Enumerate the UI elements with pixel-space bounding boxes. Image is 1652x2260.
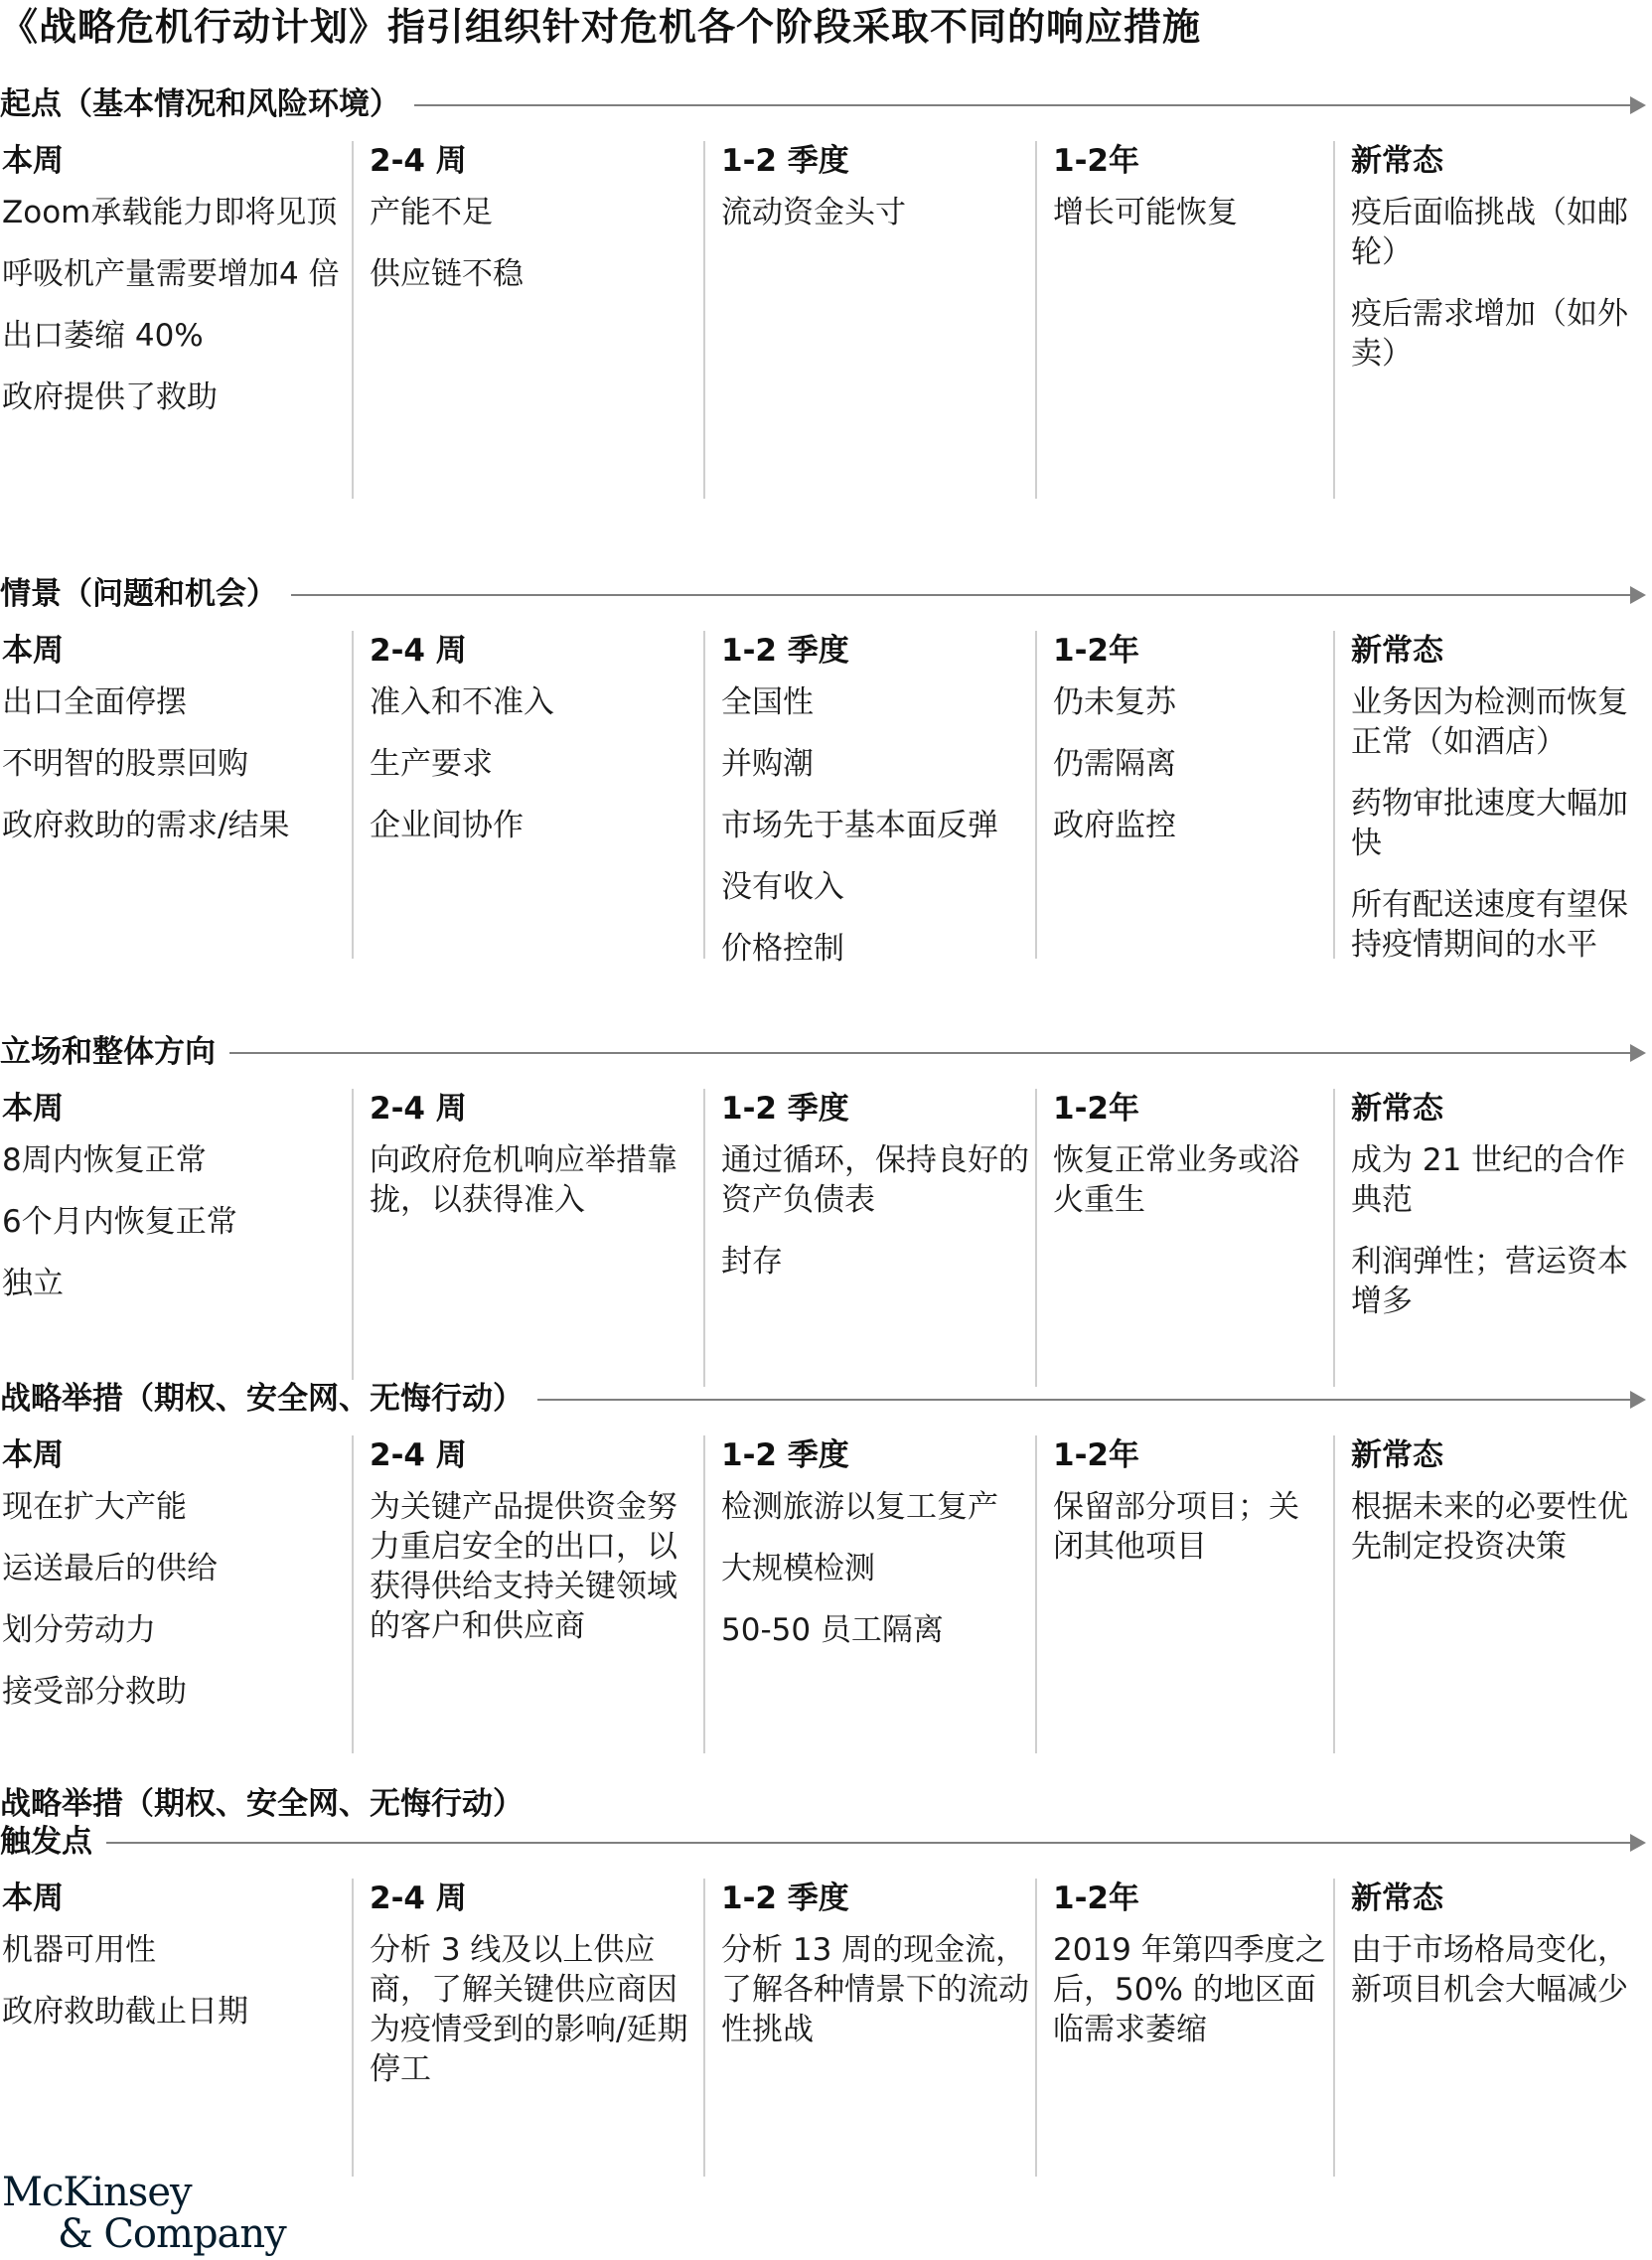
list-item: 没有收入 bbox=[721, 869, 844, 905]
list-item: 政府监控 bbox=[1053, 808, 1176, 843]
section-label: 立场和整体方向 bbox=[0, 1033, 229, 1071]
period-column bbox=[352, 1435, 705, 1753]
list-item: 成为 21 世纪的合作典范 bbox=[1351, 1142, 1626, 1218]
section-label: 起点（基本情况和风险环境） bbox=[0, 85, 414, 123]
section-sublabel: 触发点 bbox=[0, 1823, 106, 1861]
period-column bbox=[1333, 141, 1652, 499]
list-item: 独立 bbox=[2, 1266, 64, 1301]
section-label: 情景（问题和机会） bbox=[0, 575, 291, 613]
section-3 bbox=[0, 1366, 1652, 1710]
period-column bbox=[703, 631, 1037, 967]
list-item: 为关键产品提供资金努力重启安全的出口，以获得供给支持关键领域的客户和供应商 bbox=[370, 1489, 677, 1644]
period-column bbox=[352, 1089, 705, 1387]
arrow-right-icon bbox=[1630, 96, 1646, 114]
timeline-arrow-line bbox=[106, 1842, 1630, 1844]
list-item: 全国性 bbox=[721, 684, 814, 720]
period-column bbox=[0, 141, 352, 499]
list-item: 流动资金头寸 bbox=[721, 195, 906, 230]
arrow-right-icon bbox=[1630, 1044, 1646, 1062]
list-item: 出口萎缩 40% bbox=[2, 318, 204, 354]
list-item: 疫后面临挑战（如邮轮） bbox=[1351, 195, 1628, 270]
period-heading: 1-2 季度 bbox=[721, 1437, 849, 1473]
logo-line1: McKinsey bbox=[2, 2170, 192, 2215]
list-item: 供应链不稳 bbox=[370, 256, 524, 292]
section-2 bbox=[0, 1019, 1652, 1319]
list-item: 大规模检测 bbox=[721, 1551, 875, 1586]
period-heading: 1-2年 bbox=[1053, 633, 1140, 669]
list-item: 通过循环，保持良好的资产负债表 bbox=[721, 1142, 1029, 1218]
period-heading: 1-2 季度 bbox=[721, 1091, 849, 1127]
period-column bbox=[0, 1435, 352, 1753]
list-item: 药物审批速度大幅加快 bbox=[1351, 786, 1628, 861]
list-item: 由于市场格局变化，新项目机会大幅减少 bbox=[1351, 1932, 1628, 2008]
section-header bbox=[0, 1366, 1652, 1426]
section-0 bbox=[0, 72, 1652, 415]
period-column bbox=[1333, 631, 1652, 963]
timeline-arrow-line bbox=[291, 594, 1630, 596]
list-item: 接受部分救助 bbox=[2, 1674, 187, 1710]
period-column bbox=[1035, 1435, 1335, 1753]
period-column bbox=[703, 1879, 1037, 2177]
period-column bbox=[1333, 1879, 1652, 2177]
list-item: 封存 bbox=[721, 1244, 783, 1280]
list-item: 并购潮 bbox=[721, 746, 814, 782]
period-column bbox=[703, 1089, 1037, 1387]
arrow-right-icon bbox=[1630, 1391, 1646, 1409]
period-column bbox=[703, 141, 1037, 499]
list-item: 所有配送速度有望保持疫情期间的水平 bbox=[1351, 887, 1628, 963]
section-header bbox=[0, 1019, 1652, 1079]
list-item: 利润弹性；营运资本增多 bbox=[1351, 1244, 1628, 1319]
arrow-right-icon bbox=[1630, 586, 1646, 604]
section-label: 战略举措（期权、安全网、无悔行动） bbox=[0, 1785, 537, 1823]
section-header bbox=[0, 561, 1652, 621]
period-heading: 新常态 bbox=[1351, 1881, 1443, 1916]
list-item: 价格控制 bbox=[721, 931, 844, 967]
timeline-arrow-line bbox=[229, 1052, 1630, 1054]
period-heading: 本周 bbox=[2, 633, 64, 669]
period-heading: 1-2 季度 bbox=[721, 633, 849, 669]
list-item: 生产要求 bbox=[370, 746, 493, 782]
section-label: 战略举措（期权、安全网、无悔行动） bbox=[0, 1380, 537, 1418]
list-item: 50-50 员工隔离 bbox=[721, 1612, 944, 1648]
period-heading: 2-4 周 bbox=[370, 143, 467, 179]
list-item: 增长可能恢复 bbox=[1053, 195, 1238, 230]
period-column bbox=[1035, 631, 1335, 959]
period-heading: 2-4 周 bbox=[370, 1091, 467, 1127]
list-item: 市场先于基本面反弹 bbox=[721, 808, 998, 843]
list-item: 机器可用性 bbox=[2, 1932, 156, 1968]
period-heading: 1-2年 bbox=[1053, 1437, 1140, 1473]
list-item: 仍需隔离 bbox=[1053, 746, 1176, 782]
period-heading: 新常态 bbox=[1351, 1091, 1443, 1127]
list-item: 不明智的股票回购 bbox=[2, 746, 248, 782]
period-column bbox=[1035, 1089, 1335, 1387]
list-item: 向政府危机响应举措靠拢，以获得准入 bbox=[370, 1142, 677, 1218]
list-item: 保留部分项目；关闭其他项目 bbox=[1053, 1489, 1299, 1565]
page-title: 《战略危机行动计划》指引组织针对危机各个阶段采取不同的响应措施 bbox=[0, 5, 1202, 49]
list-item: 划分劳动力 bbox=[2, 1612, 156, 1648]
list-item: 仍未复苏 bbox=[1053, 684, 1176, 720]
list-item: 企业间协作 bbox=[370, 808, 524, 843]
list-item: 2019 年第四季度之后，50% 的地区面临需求萎缩 bbox=[1053, 1932, 1326, 2047]
list-item: 运送最后的供给 bbox=[2, 1551, 218, 1586]
section-4 bbox=[0, 1771, 1652, 2087]
list-item: Zoom承载能力即将见顶 bbox=[2, 195, 338, 230]
list-item: 分析 3 线及以上供应商，了解关键供应商因为疫情受到的影响/延期停工 bbox=[370, 1932, 688, 2087]
period-heading: 本周 bbox=[2, 1881, 64, 1916]
period-heading: 新常态 bbox=[1351, 143, 1443, 179]
period-column bbox=[1035, 141, 1335, 499]
list-item: 出口全面停摆 bbox=[2, 684, 187, 720]
period-heading: 1-2年 bbox=[1053, 143, 1140, 179]
period-heading: 新常态 bbox=[1351, 633, 1443, 669]
arrow-right-icon bbox=[1630, 1834, 1646, 1852]
period-heading: 1-2 季度 bbox=[721, 143, 849, 179]
period-column bbox=[352, 631, 705, 959]
period-heading: 2-4 周 bbox=[370, 1437, 467, 1473]
section-header bbox=[0, 1771, 1652, 1869]
section-1 bbox=[0, 561, 1652, 967]
mckinsey-logo bbox=[2, 2171, 300, 2260]
period-column bbox=[1333, 1435, 1652, 1753]
list-item: 现在扩大产能 bbox=[2, 1489, 187, 1525]
list-item: 政府救助的需求/结果 bbox=[2, 808, 290, 843]
period-column bbox=[1035, 1879, 1335, 2177]
list-item: 恢复正常业务或浴火重生 bbox=[1053, 1142, 1299, 1218]
period-heading: 2-4 周 bbox=[370, 1881, 467, 1916]
section-header bbox=[0, 72, 1652, 131]
timeline-arrow-line bbox=[537, 1399, 1630, 1401]
period-heading: 1-2年 bbox=[1053, 1091, 1140, 1127]
period-column bbox=[703, 1435, 1037, 1753]
list-item: 根据未来的必要性优先制定投资决策 bbox=[1351, 1489, 1628, 1565]
period-heading: 本周 bbox=[2, 1437, 64, 1473]
list-item: 呼吸机产量需要增加4 倍 bbox=[2, 256, 340, 292]
period-heading: 本周 bbox=[2, 143, 64, 179]
list-item: 检测旅游以复工复产 bbox=[721, 1489, 998, 1525]
list-item: 分析 13 周的现金流，了解各种情景下的流动性挑战 bbox=[721, 1932, 1029, 2047]
list-item: 准入和不准入 bbox=[370, 684, 554, 720]
period-column bbox=[352, 141, 705, 499]
list-item: 疫后需求增加（如外卖） bbox=[1351, 296, 1628, 372]
timeline-arrow-line bbox=[414, 104, 1630, 106]
period-column bbox=[352, 1879, 705, 2177]
period-column bbox=[0, 631, 352, 959]
period-column bbox=[0, 1879, 352, 2177]
list-item: 政府救助截止日期 bbox=[2, 1994, 248, 2030]
list-item: 6个月内恢复正常 bbox=[2, 1204, 237, 1240]
period-column bbox=[0, 1089, 352, 1387]
logo-line2: & Company bbox=[58, 2211, 286, 2257]
period-heading: 2-4 周 bbox=[370, 633, 467, 669]
period-column bbox=[1333, 1089, 1652, 1387]
list-item: 政府提供了救助 bbox=[2, 379, 218, 415]
list-item: 8周内恢复正常 bbox=[2, 1142, 207, 1178]
period-heading: 本周 bbox=[2, 1091, 64, 1127]
list-item: 产能不足 bbox=[370, 195, 493, 230]
period-heading: 1-2年 bbox=[1053, 1881, 1140, 1916]
period-heading: 新常态 bbox=[1351, 1437, 1443, 1473]
list-item: 业务因为检测而恢复正常（如酒店） bbox=[1351, 684, 1628, 760]
period-heading: 1-2 季度 bbox=[721, 1881, 849, 1916]
